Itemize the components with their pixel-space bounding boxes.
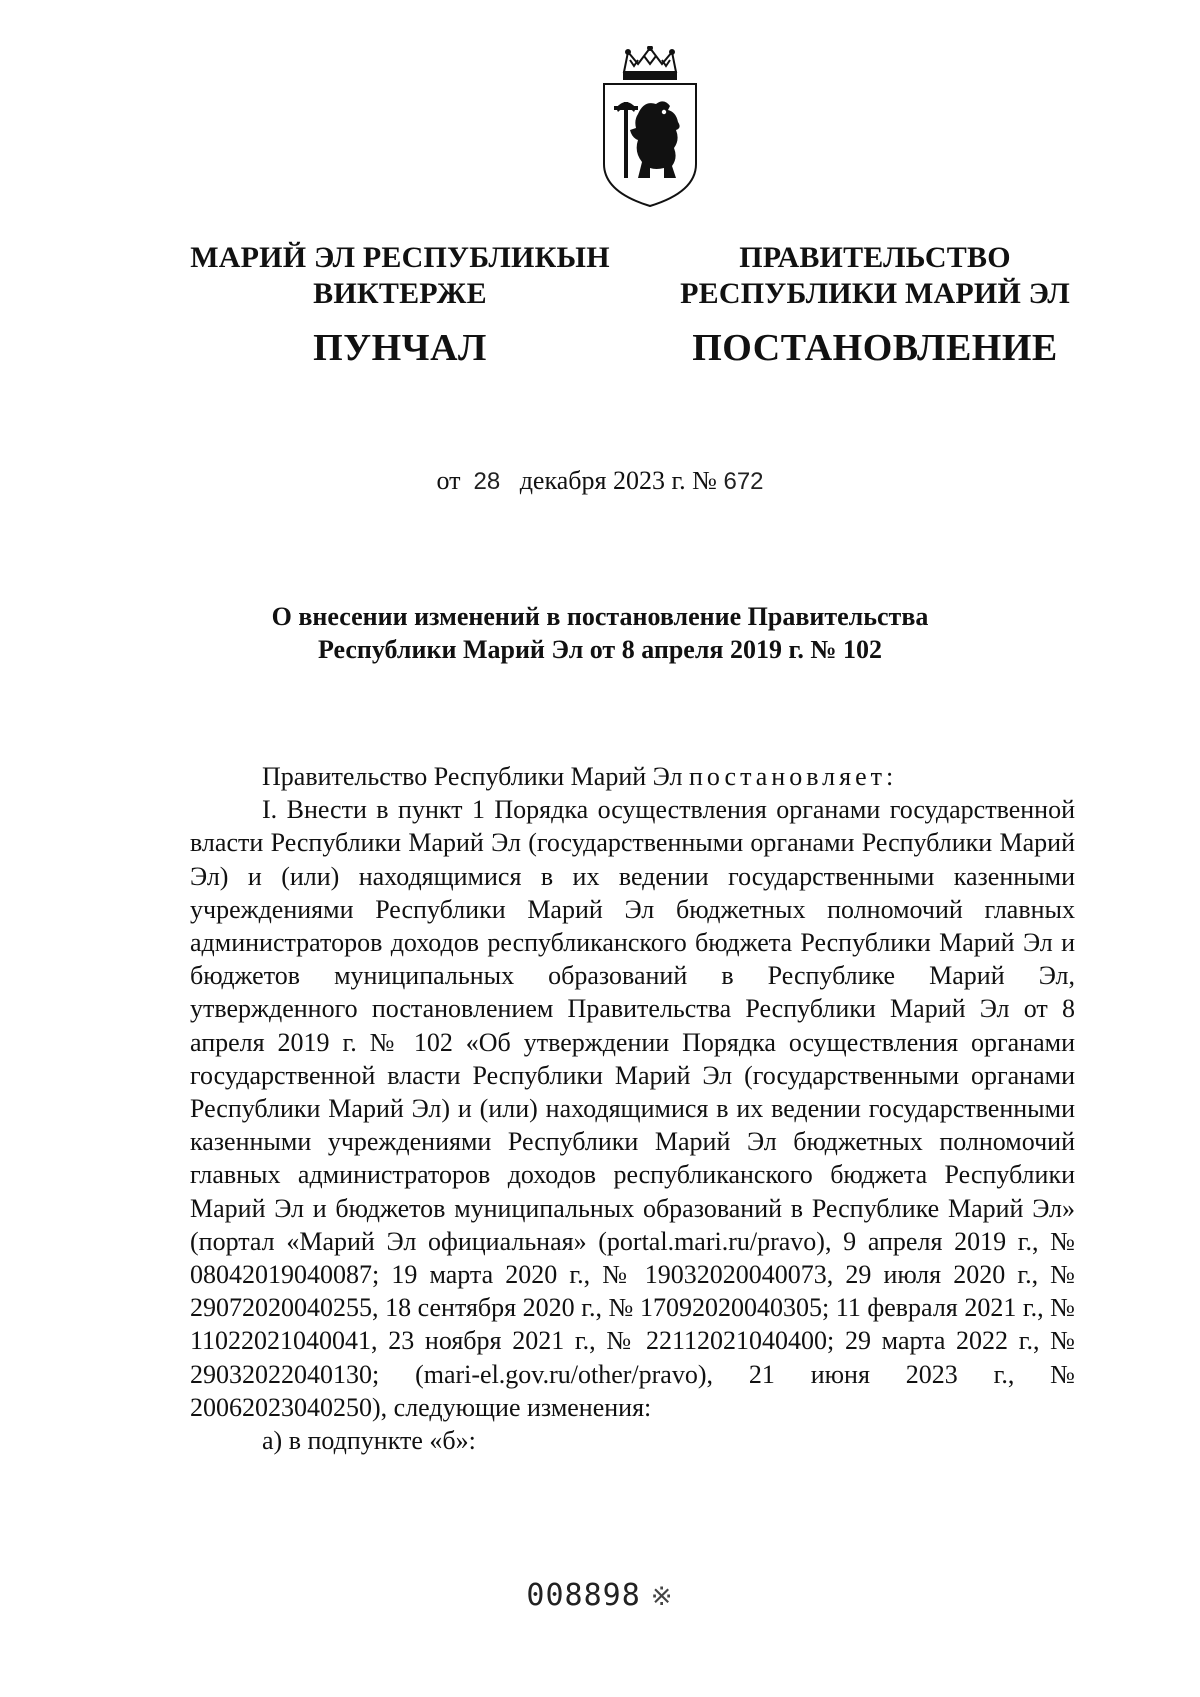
dateline-month-year: декабря 2023 г. № [519,466,717,495]
crown-icon [624,46,676,79]
coat-of-arms-emblem [594,46,706,210]
intro-paragraph [190,760,1075,793]
header-left-line1: МАРИЙ ЭЛ РЕСПУБЛИКЫН [190,241,610,274]
intro-spaced-verb: постановляет: [688,762,898,791]
title-line2: Республики Марий Эл от 8 апреля 2019 г. № 102 [317,635,882,664]
header-left-doc-type: ПУНЧАЛ [313,327,487,369]
header-right-doc-type: ПОСТАНОВЛЕНИЕ [692,327,1058,369]
title-line1: О внесении изменений в постановление Правительства [271,602,929,631]
header-right-block [670,240,1080,370]
serial-mark-icon: ※ [650,1582,674,1612]
document-title [160,600,1040,666]
serial-number: 008898 [526,1578,641,1613]
form-serial-number [0,1578,1200,1613]
paragraph-1: I. Внести в пункт 1 Порядка осуществления органами государственной власти Республики Марий Эл (государственными органами Республики Марий Эл) и (или) находящимися в их ведении государственными казенными учреждениями Республики Марий Эл бюджетных полномочий главных администраторов доходов республиканского бюджета Республики Марий Эл и бюджетов муниципальных образований в Республике Марий Эл, утвержденного постановлением Правительства Республики Марий Эл от 8 апреля 2019 г. № 102 «Об утверждении Порядка осуществления органами государственной власти Республики Марий Эл (государственными органами Республики Марий Эл) и (или) находящимися в их ведении государственными казенными учреждениями Республики Марий Эл бюджетных полномочий главных администраторов доходов республиканского бюджета Республики Марий Эл и бюджетов муниципальных образований в Республике Марий Эл» (портал «Марий Эл официальная» (portal.mari.ru/pravo), 9 апреля 2019 г., № 08042019040087; 19 марта 2020 г., № 19032020040073, 29 июля 2020 г., № 29072020040255, 18 сентября 2020 г., № 17092020040305; 11 февраля 2021 г., № 11022021040041, 23 ноября 2021 г., № 22112021040400; 29 марта 2022 г., № 29032022040130; (mari-el.gov.ru/other/pravo), 21 июня 2023 г., № 20062023040250), следующие изменения: [190,795,1075,1422]
header-left-block [185,240,615,370]
document-body [190,760,1075,1457]
document-dateline [0,466,1200,496]
intro-text: Правительство Республики Марий Эл [262,762,683,791]
dateline-prefix: от [436,466,461,495]
header-right-line1: ПРАВИТЕЛЬСТВО [739,241,1011,274]
header-right-line2: РЕСПУБЛИКИ МАРИЙ ЭЛ [680,277,1070,310]
header-left-line2: ВИКТЕРЖЕ [313,277,487,310]
dateline-number: 672 [723,468,764,495]
paragraph-2: а) в подпункте «б»: [262,1426,476,1456]
dateline-day: 28 [473,468,501,495]
